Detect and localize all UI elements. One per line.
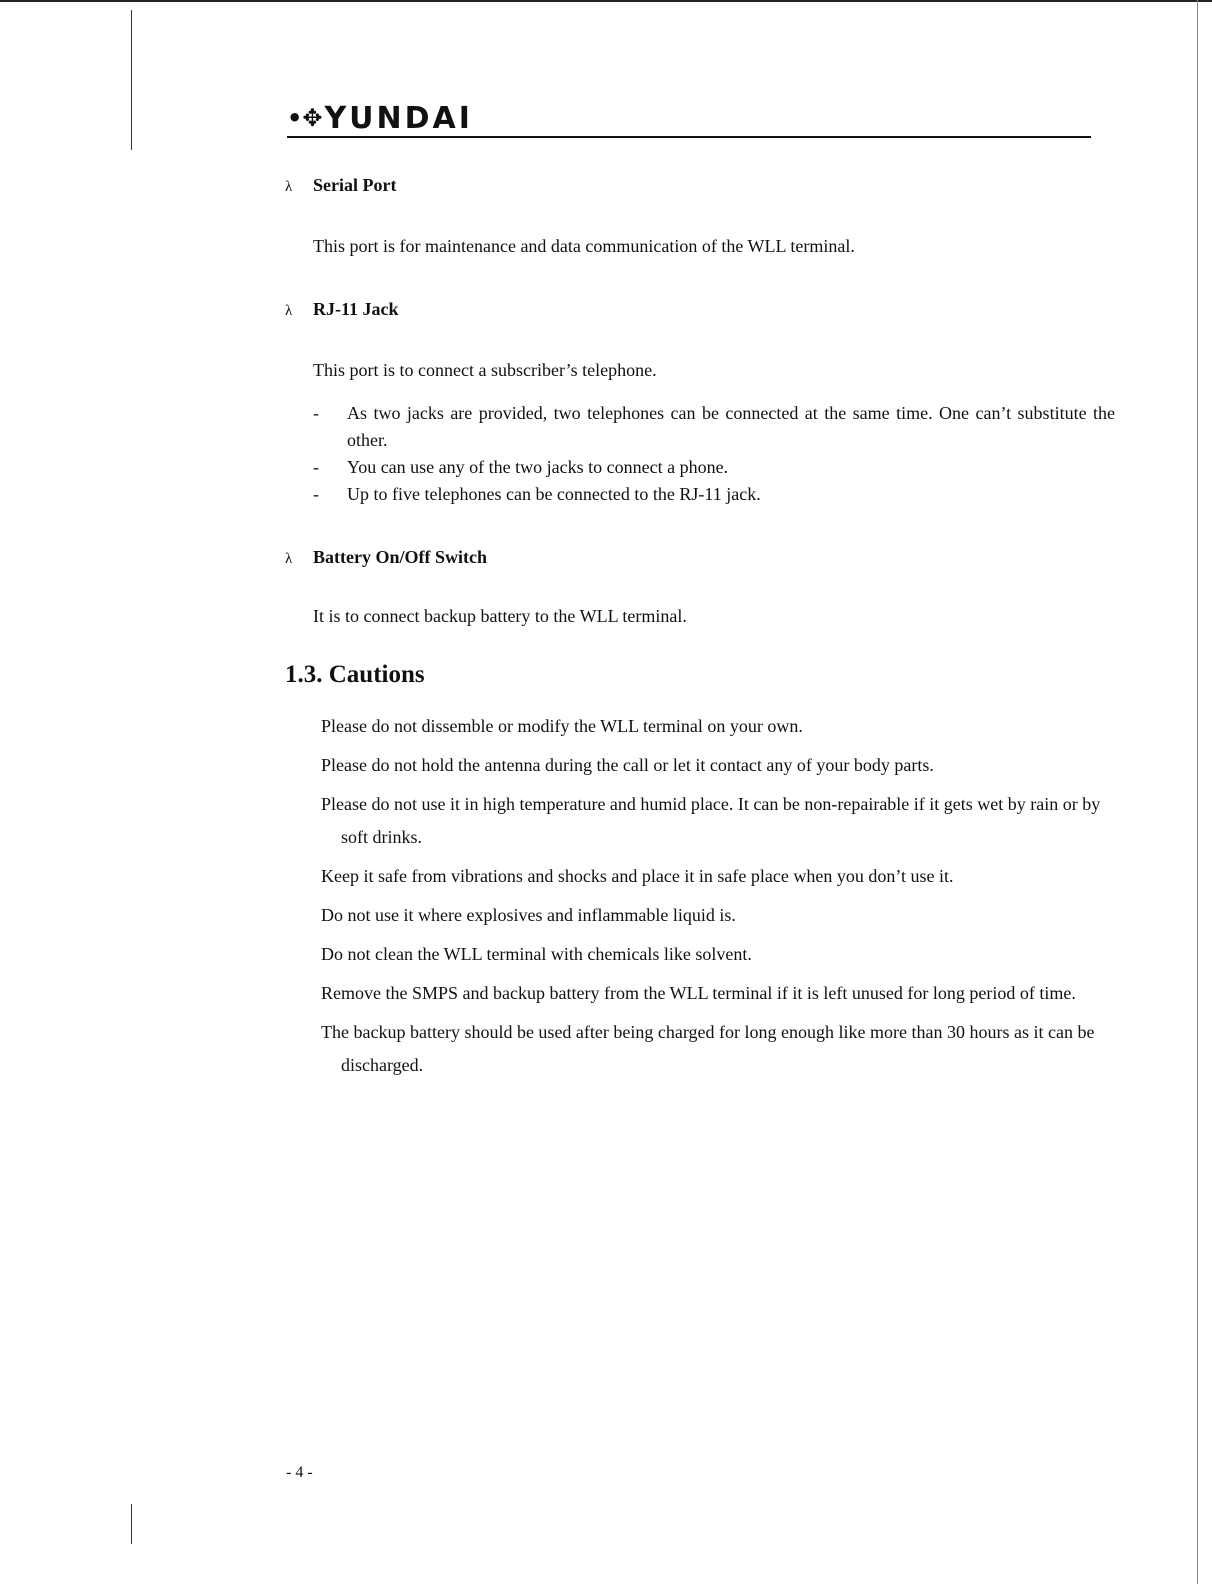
scan-edge-line <box>0 0 1212 2</box>
dash-bullet: - <box>313 403 319 423</box>
hyundai-logo <box>287 103 473 134</box>
section-title: Battery On/Off Switch <box>313 547 487 567</box>
caution-item: Do not use it where explosives and inflammable liquid is. <box>321 905 736 925</box>
section-serial-port <box>285 172 1115 260</box>
cautions-list <box>285 710 1111 1082</box>
list-item-text: Up to five telephones can be connected to the RJ-11 jack. <box>347 484 761 504</box>
list-item <box>313 400 1115 454</box>
logo-wordmark: YUNDAI <box>324 101 473 136</box>
section-text: This port is to connect a subscriber’s telephone. <box>313 360 657 380</box>
binding-margin-mark-top <box>131 10 132 150</box>
section-text: This port is for maintenance and data communication of the WLL terminal. <box>313 236 855 256</box>
lambda-bullet-icon: λ <box>285 551 293 567</box>
scan-right-edge <box>1197 0 1198 1584</box>
binding-margin-mark-bottom <box>131 1504 132 1544</box>
list-item <box>313 454 1115 481</box>
list-item-text: As two jacks are provided, two telephones can be connected at the same time. One can’t substitute the other. <box>347 403 1115 450</box>
caution-item: Please do not dissemble or modify the WLL terminal on your own. <box>321 716 803 736</box>
section-heading <box>285 544 1115 573</box>
section-cautions <box>285 660 1115 1082</box>
dash-bullet: - <box>313 457 319 477</box>
section-heading-cautions: 1.3. Cautions <box>285 661 425 688</box>
section-heading <box>285 296 1115 325</box>
dash-bullet: - <box>313 484 319 504</box>
list-item-text: You can use any of the two jacks to connect a phone. <box>347 457 729 477</box>
section-rj11-jack <box>285 296 1115 508</box>
section-heading <box>285 172 1115 201</box>
lambda-bullet-icon: λ <box>285 179 293 195</box>
caution-item: Please do not hold the antenna during the call or let it contact any of your body parts. <box>321 755 934 775</box>
page-header <box>287 101 1091 138</box>
caution-item: Do not clean the WLL terminal with chemicals like solvent. <box>321 944 752 964</box>
caution-item: Please do not use it in high temperature and humid place. It can be non-repairable if it gets wet by rain or by soft drinks. <box>321 794 1101 847</box>
page-content <box>285 172 1115 1088</box>
caution-item: Remove the SMPS and backup battery from the WLL terminal if it is left unused for long period of time. <box>321 983 1076 1003</box>
section-text: It is to connect backup battery to the WLL terminal. <box>313 606 687 626</box>
lambda-bullet-icon: λ <box>285 303 293 319</box>
rj11-notes-list <box>285 400 1115 508</box>
caution-item: The backup battery should be used after being charged for long enough like more than 30 hours as it can be discharged. <box>321 1022 1095 1075</box>
header-rule <box>287 136 1091 138</box>
page-number: - 4 - <box>286 1464 313 1481</box>
list-item <box>313 481 1115 508</box>
logo-emblem-icon: •✥ <box>287 104 323 132</box>
section-title: RJ-11 Jack <box>313 299 399 319</box>
caution-item: Keep it safe from vibrations and shocks and place it in safe place when you don’t use it. <box>321 866 954 886</box>
section-title: Serial Port <box>313 175 397 195</box>
section-battery-switch <box>285 544 1115 630</box>
